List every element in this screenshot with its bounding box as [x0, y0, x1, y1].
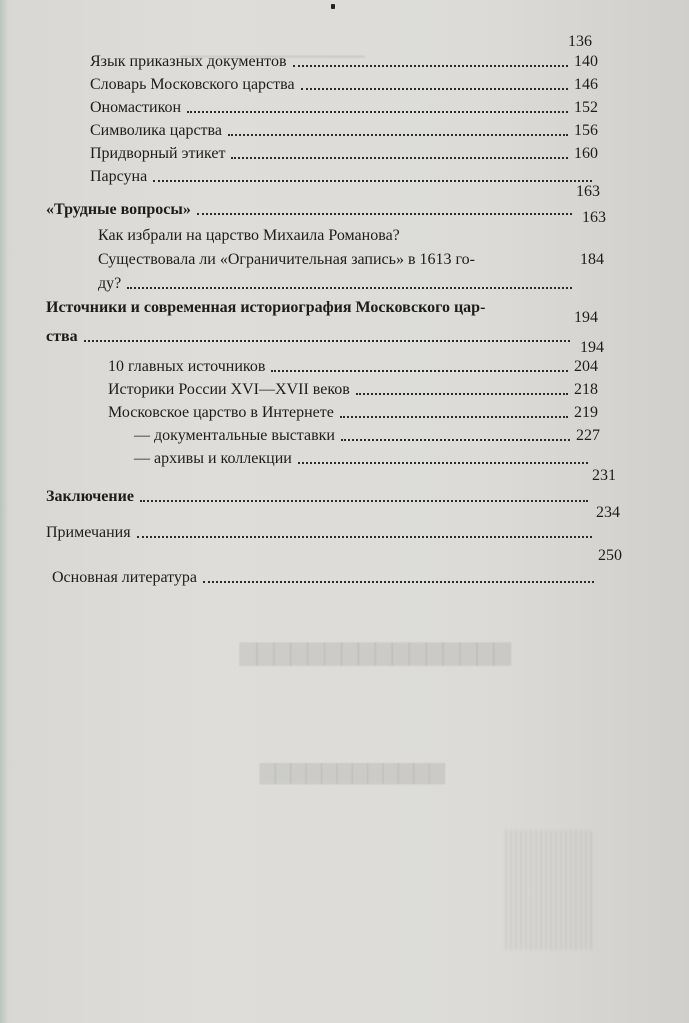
toc-item-title: Парсуна — [90, 168, 148, 185]
leader-dots — [271, 370, 568, 372]
toc-item — [90, 52, 598, 72]
toc-item-title: Придворный этикет — [90, 145, 226, 162]
leader-dots — [84, 340, 570, 342]
leader-dots — [340, 416, 568, 418]
toc-section-notes — [46, 523, 598, 543]
toc-page-number: 231 — [592, 467, 616, 484]
toc-item-title: — архивы и коллекции — [134, 450, 292, 467]
leader-dots — [197, 213, 572, 215]
toc-item-title: Историки России XVI—XVII веков — [108, 381, 350, 398]
toc-page-number: 163 — [582, 209, 606, 226]
toc-item — [90, 167, 598, 187]
toc-section-title: ства — [46, 328, 78, 345]
toc-item-title: ду? — [98, 275, 122, 292]
leader-dots — [153, 180, 592, 182]
toc-section-title: Заключение — [46, 488, 134, 505]
toc-item-title: Как избрали на царство Михаила Романова? — [98, 227, 400, 244]
toc-section-conclusion — [46, 487, 594, 507]
toc-page-number: 136 — [568, 33, 592, 50]
toc-section-title: Источники и современная историография Московского цар- — [46, 299, 486, 316]
leader-dots — [137, 536, 592, 538]
leader-dots — [301, 88, 568, 90]
toc-item-page: 156 — [574, 122, 598, 139]
toc-item — [98, 274, 578, 294]
leader-dots — [231, 157, 568, 159]
toc-item-page: 218 — [574, 381, 598, 398]
toc-item-title: Язык приказных документов — [90, 53, 287, 70]
toc-item-title: Словарь Московского царства — [90, 76, 295, 93]
leader-dots — [203, 581, 594, 583]
toc-item — [108, 380, 598, 400]
bleed-through: ▇▇▇▇▇▇▇▇▇▇▇▇ — [260, 762, 445, 784]
toc-section-title: Примечания — [46, 524, 131, 541]
leader-dots — [127, 287, 572, 289]
toc-item-page: 227 — [576, 427, 600, 444]
toc-item-page: 160 — [574, 145, 598, 162]
toc-item — [108, 357, 598, 377]
toc-section-title: «Трудные вопросы» — [46, 201, 191, 218]
leader-dots — [341, 439, 570, 441]
leader-dots — [187, 111, 568, 113]
leader-dots — [140, 500, 588, 502]
toc-section-literature — [52, 568, 600, 588]
toc-item — [108, 403, 598, 423]
toc-item-page: 219 — [574, 404, 598, 421]
toc-item — [90, 98, 598, 118]
toc-item — [90, 144, 598, 164]
toc-page-number: 250 — [598, 547, 622, 564]
toc-section-sources — [46, 327, 576, 347]
leader-dots — [293, 65, 568, 67]
toc-item-title: Существовала ли «Ограничительная запись» в 1613 го- — [98, 251, 475, 268]
toc-item-page: 140 — [574, 53, 598, 70]
toc-page-number: 194 — [580, 339, 604, 356]
toc-page-number: 234 — [596, 504, 620, 521]
toc-item-page: 152 — [574, 99, 598, 116]
toc-page-number: 194 — [574, 309, 598, 326]
toc-item-title: Символика царства — [90, 122, 222, 139]
leader-dots — [228, 134, 568, 136]
toc-section-hard-questions — [46, 200, 578, 220]
toc-item-title: Московское царство в Интернете — [108, 404, 334, 421]
toc-item-page: 146 — [574, 76, 598, 93]
toc-section-title: Основная литература — [52, 569, 198, 586]
toc-item-title: Ономастикон — [90, 99, 182, 116]
toc-page-number: 163 — [576, 183, 600, 200]
toc-page-number: 184 — [580, 251, 604, 268]
bleed-through: ▇▇▇▇▇▇▇▇▇▇▇▇▇▇▇▇ — [240, 640, 511, 665]
leader-dots — [298, 462, 588, 464]
leader-dots — [356, 393, 568, 395]
toc-item — [90, 121, 598, 141]
toc-item — [134, 426, 600, 446]
toc-item-title: — документальные выставки — [134, 427, 335, 444]
toc-item — [134, 449, 594, 469]
toc-item-page: 204 — [574, 358, 598, 375]
toc-item-title: 10 главных источников — [108, 358, 266, 375]
bleed-through: ▁▁▁▁▁▁▁▁▁▁▁▁▁▁▁▁ — [180, 42, 365, 58]
toc-item — [90, 75, 598, 95]
